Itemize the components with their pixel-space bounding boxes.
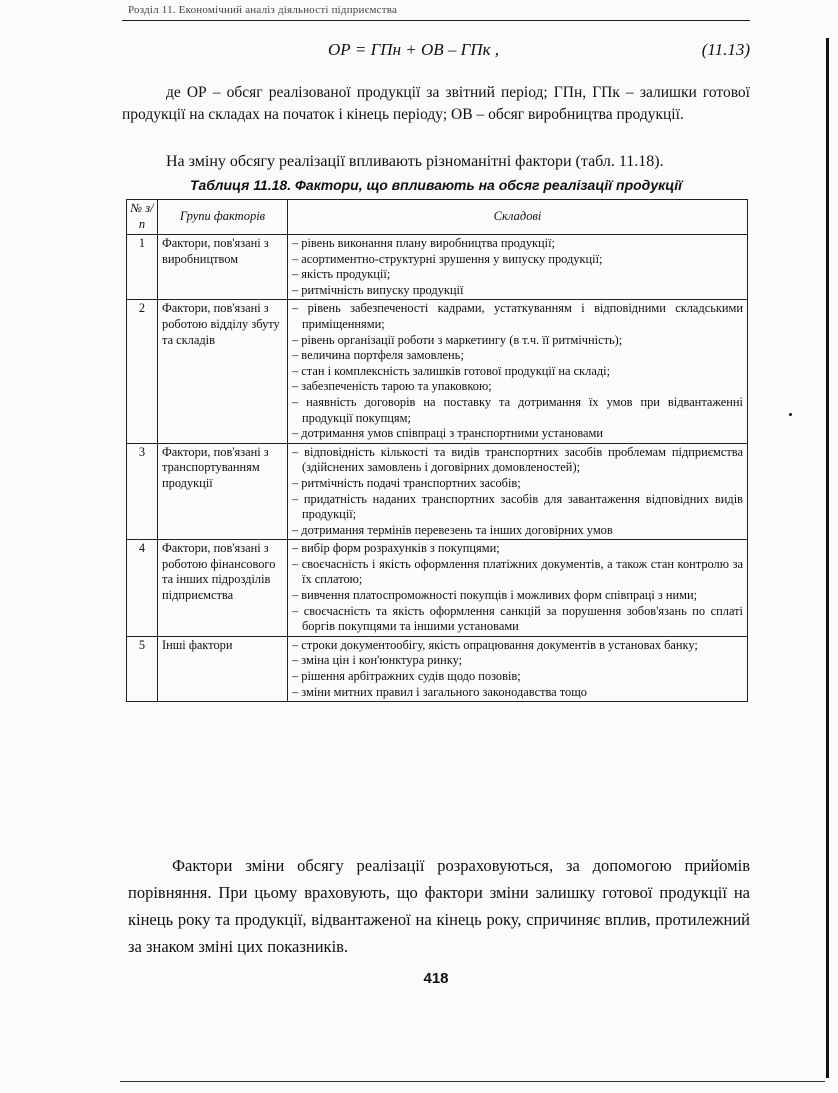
table-row <box>127 636 748 701</box>
component-item: – строки документообігу, якість опрацювання документів в установах банку; <box>292 637 698 652</box>
component-item: – якість продукції; <box>292 267 391 282</box>
factors-table <box>126 199 748 702</box>
component-item: – ритмічність випуску продукції <box>292 282 464 297</box>
component-item: – придатність наданих транспортних засобів для завантаження відповідних видів продукції; <box>292 491 743 522</box>
running-head: Розділ 11. Економічний аналіз діяльності підприємства <box>128 4 398 16</box>
component-item: – своєчасність і якість оформлення платіжних документів, а також стан контролю за їх сплатою; <box>292 556 743 587</box>
row-number: 1 <box>127 235 158 300</box>
row-group: Фактори, пов'язані з роботою фінансового та інших підрозділів підприємства <box>158 540 288 637</box>
formula-block <box>122 40 750 64</box>
conclusion-paragraph: Фактори зміни обсягу реалізації розраховуються, за допомогою прийомів порівняння. При цьому враховують, що фактори зміни залишку готової продукції на кінець року та продукції, відвантаженої на кінець року, спричиняє вплив, протилежний за знаком зміні цих показників. <box>128 856 750 956</box>
table-row <box>127 443 748 540</box>
row-number: 2 <box>127 300 158 443</box>
definitions-paragraph: де ОР – обсяг реалізованої продукції за звітний період; ГПн, ГПк – залишки готової продукції на складах на початок і кінець періоду; ОВ – обсяг виробництва продукції. <box>122 84 750 123</box>
row-group: Інші фактори <box>158 636 288 701</box>
header-group: Групи факторів <box>158 200 288 235</box>
component-item: – рішення арбітражних судів щодо позовів; <box>292 669 521 684</box>
component-item: – величина портфеля замовлень; <box>292 348 464 363</box>
component-item: – своєчасність та якість оформлення санкцій за порушення зобов'язань по сплаті боргів покупцями та іншими установами <box>292 603 743 634</box>
table-caption: Таблиця 11.18. Фактори, що впливають на обсяг реалізації продукції <box>189 177 683 193</box>
component-item: – дотримання умов співпраці з транспортними установами <box>292 426 604 441</box>
row-number: 5 <box>127 636 158 701</box>
header-rule <box>122 20 750 21</box>
bottom-rule <box>120 1081 825 1082</box>
component-item: – стан і комплексність залишків готової продукції на складі; <box>292 363 611 378</box>
scan-edge-bar <box>826 38 829 1078</box>
component-item: – дотримання термінів перевезень та інших договірних умов <box>292 522 613 537</box>
component-item: – зміни митних правил і загального законодавства тощо <box>292 684 587 699</box>
row-components <box>288 636 748 701</box>
row-group: Фактори, пов'язані з транспортуванням продукції <box>158 443 288 540</box>
component-item: – забезпеченість тарою та упаковкою; <box>292 379 492 394</box>
component-item: – ритмічність подачі транспортних засобів; <box>292 475 521 490</box>
table-row <box>127 300 748 443</box>
component-item: – вибір форм розрахунків з покупцями; <box>292 541 500 556</box>
formula-number: (11.13) <box>701 40 750 59</box>
row-components <box>288 443 748 540</box>
row-group: Фактори, пов'язані з виробництвом <box>158 235 288 300</box>
component-item: – рівень організації роботи з маркетингу (в т.ч. її ритмічність); <box>292 332 623 347</box>
component-item: – асортиментно-структурні зрушення у випуску продукції; <box>292 251 603 266</box>
header-num: № з/п <box>127 200 158 235</box>
table-header-row <box>127 200 748 235</box>
header-components: Складові <box>288 200 748 235</box>
row-components <box>288 300 748 443</box>
component-item: – відповідність кількості та видів транспортних засобів проблемам підприємства (здійснених замовлень і договірних домовленостей); <box>292 444 743 475</box>
component-item: – зміна цін і кон'юнктура ринку; <box>292 653 463 668</box>
row-number: 4 <box>127 540 158 637</box>
component-item: – рівень виконання плану виробництва продукції; <box>292 236 555 250</box>
page-number: 418 <box>423 970 449 987</box>
row-components <box>288 540 748 637</box>
scan-speck <box>789 413 792 416</box>
row-number: 3 <box>127 443 158 540</box>
row-components <box>288 235 748 300</box>
row-group: Фактори, пов'язані з роботою відділу збуту та складів <box>158 300 288 443</box>
component-item: – вивчення платоспроможності покупців і можливих форм співпраці з ними; <box>292 588 698 603</box>
formula-expression: ОР = ГПн + ОВ – ГПк , <box>328 40 500 59</box>
table-row <box>127 235 748 300</box>
table-row <box>127 540 748 637</box>
component-item: – наявність договорів на поставку та дотримання їх умов при відвантаженні продукції покупцям; <box>292 394 743 425</box>
intro-paragraph: На зміну обсягу реалізації впливають різноманітні фактори (табл. 11.18). <box>166 153 664 170</box>
component-item: – рівень забезпеченості кадрами, устаткуванням і відповідними складськими приміщеннями; <box>292 301 743 331</box>
